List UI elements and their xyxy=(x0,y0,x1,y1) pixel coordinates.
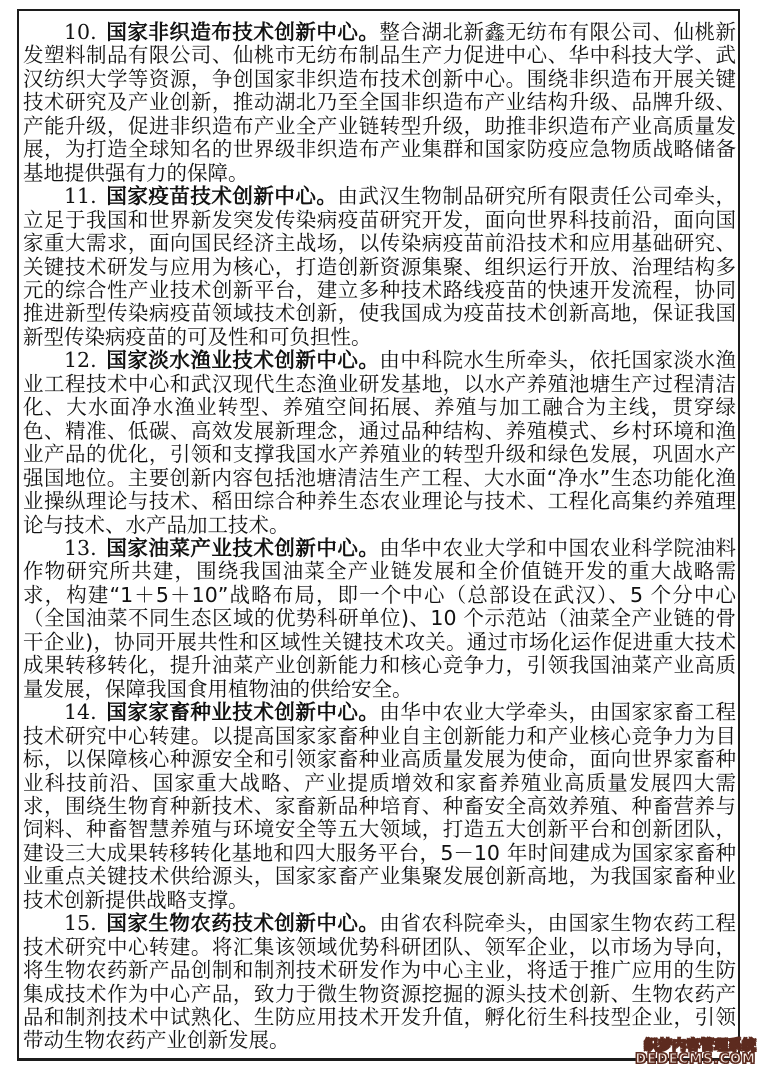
paragraph-12-title: 国家淡水渔业技术创新中心。 xyxy=(105,348,380,373)
paragraph-12-body: 由中科院水生所牵头，依托国家淡水渔业工程技术中心和武汉现代生态渔业研发基地，以水产养殖池塘生产过程清洁化、大水面净水渔业转型、养殖空间拓展、养殖与加工融合为主线，贯穿绿色、精准、低碳、高效发展新理念，通过品种结构、养殖模式、乡村环境和渔业产品的优化，引领和支撑我国水产养殖业的转型升级和绿色发展，巩固水产强国地位。主要创新内容包括池塘清洁生产工程、大水面“净水”生态功能化渔业操纵理论与技术、稻田综合种养生态农业理论与技术、工程化高集约养殖理论与技术、水产品加工技术。 xyxy=(23,348,737,537)
paragraph-11-title: 国家疫苗技术创新中心。 xyxy=(105,184,338,209)
paragraph-14-body: 由华中农业大学牵头，由国家家畜工程技术研究中心转建。以提高国家家畜种业自主创新能力和产业核心竞争力为目标，以保障核心种源安全和引领家畜种业高质量发展为使命，面向世界家畜种业科技前沿、国家重大战略、产业提质增效和家畜养殖业高质量发展四大需求，围绕生物育种新技术、家畜新品种培育、种畜安全高效养殖、种畜营养与饲料、种畜智慧养殖与环境安全等五大领域，打造五大创新平台和创新团队，建设三大成果转移转化基地和四大服务平台，5－10 年时间建成为国家家畜种业重点关键技术供给源头，国家家畜产业集聚发展创新高地，为我国家畜种业技术创新提供战略支撑。 xyxy=(23,700,737,912)
paragraph-15-number: 15. xyxy=(64,911,97,936)
paragraph-12-number: 12. xyxy=(64,348,97,373)
watermark-text-cn: 织梦内容管理系统 xyxy=(644,1038,756,1054)
paragraph-10-number: 10. xyxy=(64,20,97,44)
paragraph-14 xyxy=(23,701,736,912)
paragraph-14-title: 国家家畜种业技术创新中心。 xyxy=(105,700,380,725)
page-border-frame xyxy=(17,9,740,1061)
paragraph-11 xyxy=(23,185,736,349)
paragraph-10-body: 整合湖北新鑫无纺布有限公司、仙桃新发塑料制品有限公司、仙桃市无纺布制品生产力促进中心、华中科技大学、武汉纺织大学等资源，争创国家非织造布技术创新中心。围绕非织造布开展关键技术研究及产业创新，推动湖北乃至全国非织造布产业结构升级、品牌升级、产能升级，促进非织造布产业全产业链转型升级，助推非织造布产业高质量发展，为打造全球知名的世界级非织造布产业集群和国家防疫应急物质战略储备基地提供强有力的保障。 xyxy=(23,20,737,185)
paragraph-13-title: 国家油菜产业技术创新中心。 xyxy=(105,535,380,560)
paragraph-11-body: 由武汉生物制品研究所有限责任公司牵头，立足于我国和世界新发突发传染病疫苗研究开发，面向世界科技前沿，面向国家重大需求，面向国民经济主战场，以传染病疫苗前沿技术和应用基础研究、关键技术研发与应用为核心，打造创新资源集聚、组织运行开放、治理结构多元的综合性产业技术创新平台，建立多种技术路线疫苗的快速开发流程，协同推进新型传染病疫苗领域技术创新，使我国成为疫苗技术创新高地，保证我国新型传染病疫苗的可及性和可负担性。 xyxy=(23,184,737,349)
watermark-text-en: DEDECMS.COM xyxy=(635,1052,756,1067)
paragraph-10-title: 国家非织造布技术创新中心。 xyxy=(105,20,380,44)
paragraph-15 xyxy=(23,912,736,1053)
paragraph-13-body: 由华中农业大学和中国农业科学院油料作物研究所共建，围绕我国油菜全产业链发展和全价值链开发的重大战略需求，构建“1＋5＋10”战略布局，即一个中心（总部设在武汉）、5 个分中心（全国油菜不同生态区域的优势科研单位)、10 个示范站（油菜全产业链的骨干企业)，协同开展共性和区域性关键技术攻关。通过市场化运作促进重大技术成果转移转化，提升油菜产业创新能力和核心竞争力，引领我国油菜产业高质量发展，保障我国食用植物油的供给安全。 xyxy=(23,535,737,701)
paragraph-13 xyxy=(23,537,736,701)
paragraph-10 xyxy=(23,21,736,185)
paragraph-15-title: 国家生物农药技术创新中心。 xyxy=(105,911,380,936)
paragraph-15-body: 由省农科院牵头，由国家生物农药工程技术研究中心转建。将汇集该领域优势科研团队、领军企业，以市场为导向，将生物农药新产品创制和制剂技术研发作为中心主业，将适于推广应用的生防集成技术作为中心产品，致力于微生物资源挖掘的源头技术创新、生物农药产品和制剂技术中试熟化、生防应用技术开发升值，孵化衍生科技型企业，引领带动生物农药产业创新发展。 xyxy=(23,911,737,1053)
paragraph-13-number: 13. xyxy=(64,535,97,560)
paragraph-14-number: 14. xyxy=(64,700,97,725)
dedecms-watermark xyxy=(635,1039,756,1067)
paragraph-12 xyxy=(23,349,736,537)
paragraph-11-number: 11. xyxy=(64,184,97,209)
